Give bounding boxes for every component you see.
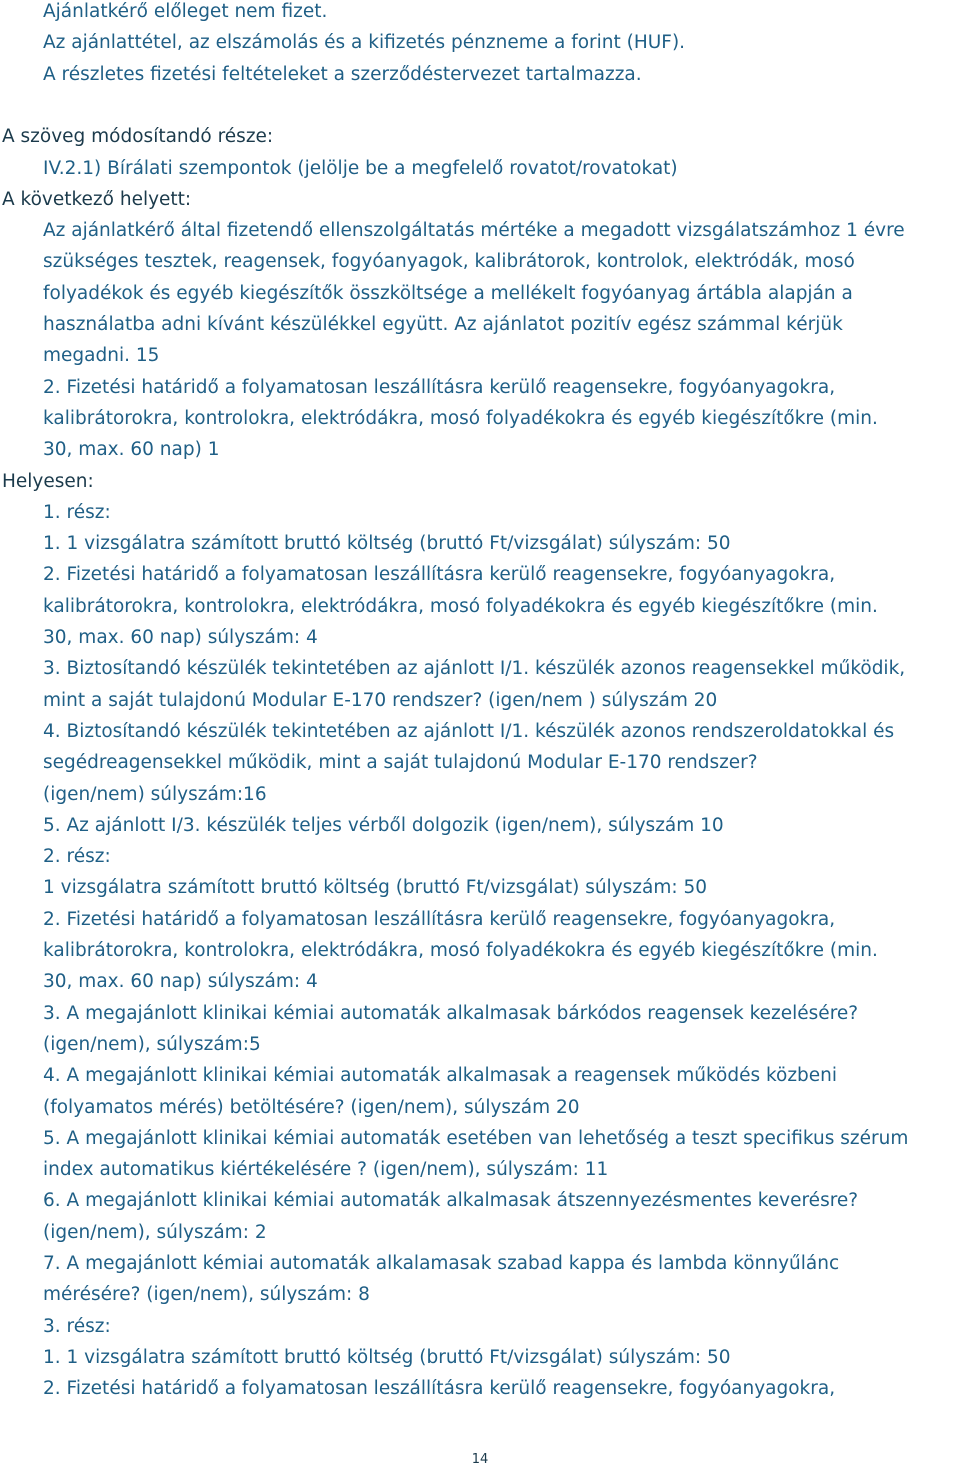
text-line: Ajánlatkérő előleget nem fizet. (43, 1, 328, 22)
text-line: (folyamatos mérés) betöltésére? (igen/nem), súlyszám 20 (43, 1096, 580, 1118)
text-line: (igen/nem), súlyszám:5 (43, 1033, 261, 1055)
text-line: 2. Fizetési határidő a folyamatosan leszállításra kerülő reagensekre, fogyóanyagokra, (43, 908, 836, 930)
text-line: 4. Biztosítandó készülék tekintetében az ajánlott I/1. készülék azonos rendszeroldatokkal és (43, 720, 895, 742)
text-line: 3. rész: (43, 1315, 111, 1337)
text-line: 3. Biztosítandó készülék tekintetében az ajánlott I/1. készülék azonos reagensekkel működik, (43, 658, 906, 680)
text-line: 1. rész: (43, 501, 111, 523)
text-line: 2. rész: (43, 846, 111, 868)
text-line: 2. Fizetési határidő a folyamatosan leszállításra kerülő reagensekre, fogyóanyagokra, (43, 376, 836, 398)
text-line: kalibrátorokra, kontrolokra, elektródákra, mosó folyadékokra és egyéb kiegészítőkre (min. (43, 940, 878, 961)
text-line: (igen/nem), súlyszám: 2 (43, 1221, 267, 1243)
text-line: segédreagensekkel működik, mint a saját tulajdonú Modular E-170 rendszer? (43, 752, 758, 774)
text-line: 6. A megajánlott klinikai kémiai automaták alkalmasak átszennyezésmentes keverésre? (43, 1190, 859, 1212)
text-line: mint a saját tulajdonú Modular E-170 rendszer? (igen/nem ) súlyszám 20 (43, 689, 718, 711)
text-line: 30, max. 60 nap) súlyszám: 4 (43, 627, 318, 648)
text-line: kalibrátorokra, kontrolokra, elektródákra, mosó folyadékokra és egyéb kiegészítőkre (min. (43, 595, 878, 617)
text-line: 4. A megajánlott klinikai kémiai automaták alkalmasak a reagensek működés közbeni (43, 1065, 838, 1087)
text-line: 7. A megajánlott kémiai automaták alkalamasak szabad kappa és lambda könnyűlánc (43, 1253, 840, 1274)
text-line: mérésére? (igen/nem), súlyszám: 8 (43, 1284, 370, 1306)
text-line: Helyesen: (2, 470, 94, 492)
text-line: 30, max. 60 nap) 1 (43, 439, 220, 461)
text-line: folyadékok és egyéb kiegészítők összköltsége a mellékelt fogyóanyag ártábla alapján a (43, 282, 853, 304)
text-line: 2. Fizetési határidő a folyamatosan leszállításra kerülő reagensekre, fogyóanyagokra, (43, 564, 836, 586)
text-line: szükséges tesztek, reagensek, fogyóanyagok, kalibrátorok, kontrolok, elektródák, mosó (43, 251, 855, 273)
text-line: megadni. 15 (43, 345, 160, 367)
text-line: 5. Az ajánlott I/3. készülék teljes vérből dolgozik (igen/nem), súlyszám 10 (43, 814, 724, 836)
text-line: 30, max. 60 nap) súlyszám: 4 (43, 971, 318, 993)
text-line: Az ajánlatkérő által fizetendő ellenszolgáltatás mértéke a megadott vizsgálatszámhoz 1 évre (43, 220, 905, 242)
text-line: kalibrátorokra, kontrolokra, elektródákra, mosó folyadékokra és egyéb kiegészítőkre (min. (43, 407, 878, 429)
text-line: 3. A megajánlott klinikai kémiai automaták alkalmasak bárkódos reagensek kezelésére? (43, 1002, 859, 1024)
text-line: használatba adni kívánt készülékkel együtt. Az ajánlatot pozitív egész számmal kérjük (43, 314, 843, 335)
text-line: 5. A megajánlott klinikai kémiai automaták esetében van lehetőség a teszt specifikus szérum (43, 1127, 909, 1149)
text-line: 2. Fizetési határidő a folyamatosan leszállításra kerülő reagensekre, fogyóanyagokra, (43, 1378, 836, 1400)
text-line: 1 vizsgálatra számított bruttó költség (bruttó Ft/vizsgálat) súlyszám: 50 (43, 877, 708, 899)
text-line: 1. 1 vizsgálatra számított bruttó költség (bruttó Ft/vizsgálat) súlyszám: 50 (43, 533, 731, 555)
text-line: IV.2.1) Bírálati szempontok (jelölje be a megfelelő rovatot/rovatokat) (43, 157, 678, 179)
text-line: A részletes fizetési feltételeket a szerződéstervezet tartalmazza. (43, 63, 642, 85)
text-line: (igen/nem) súlyszám:16 (43, 783, 267, 805)
text-line: A következő helyett: (2, 188, 192, 210)
page-number: 14 (471, 1452, 489, 1467)
text-line: A szöveg módosítandó része: (2, 126, 274, 148)
text-line: index automatikus kiértékelésére ? (igen/nem), súlyszám: 11 (43, 1159, 609, 1181)
text-line: 1. 1 vizsgálatra számított bruttó költség (bruttó Ft/vizsgálat) súlyszám: 50 (43, 1346, 731, 1368)
text-line: Az ajánlattétel, az elszámolás és a kifizetés pénzneme a forint (HUF). (43, 32, 686, 54)
